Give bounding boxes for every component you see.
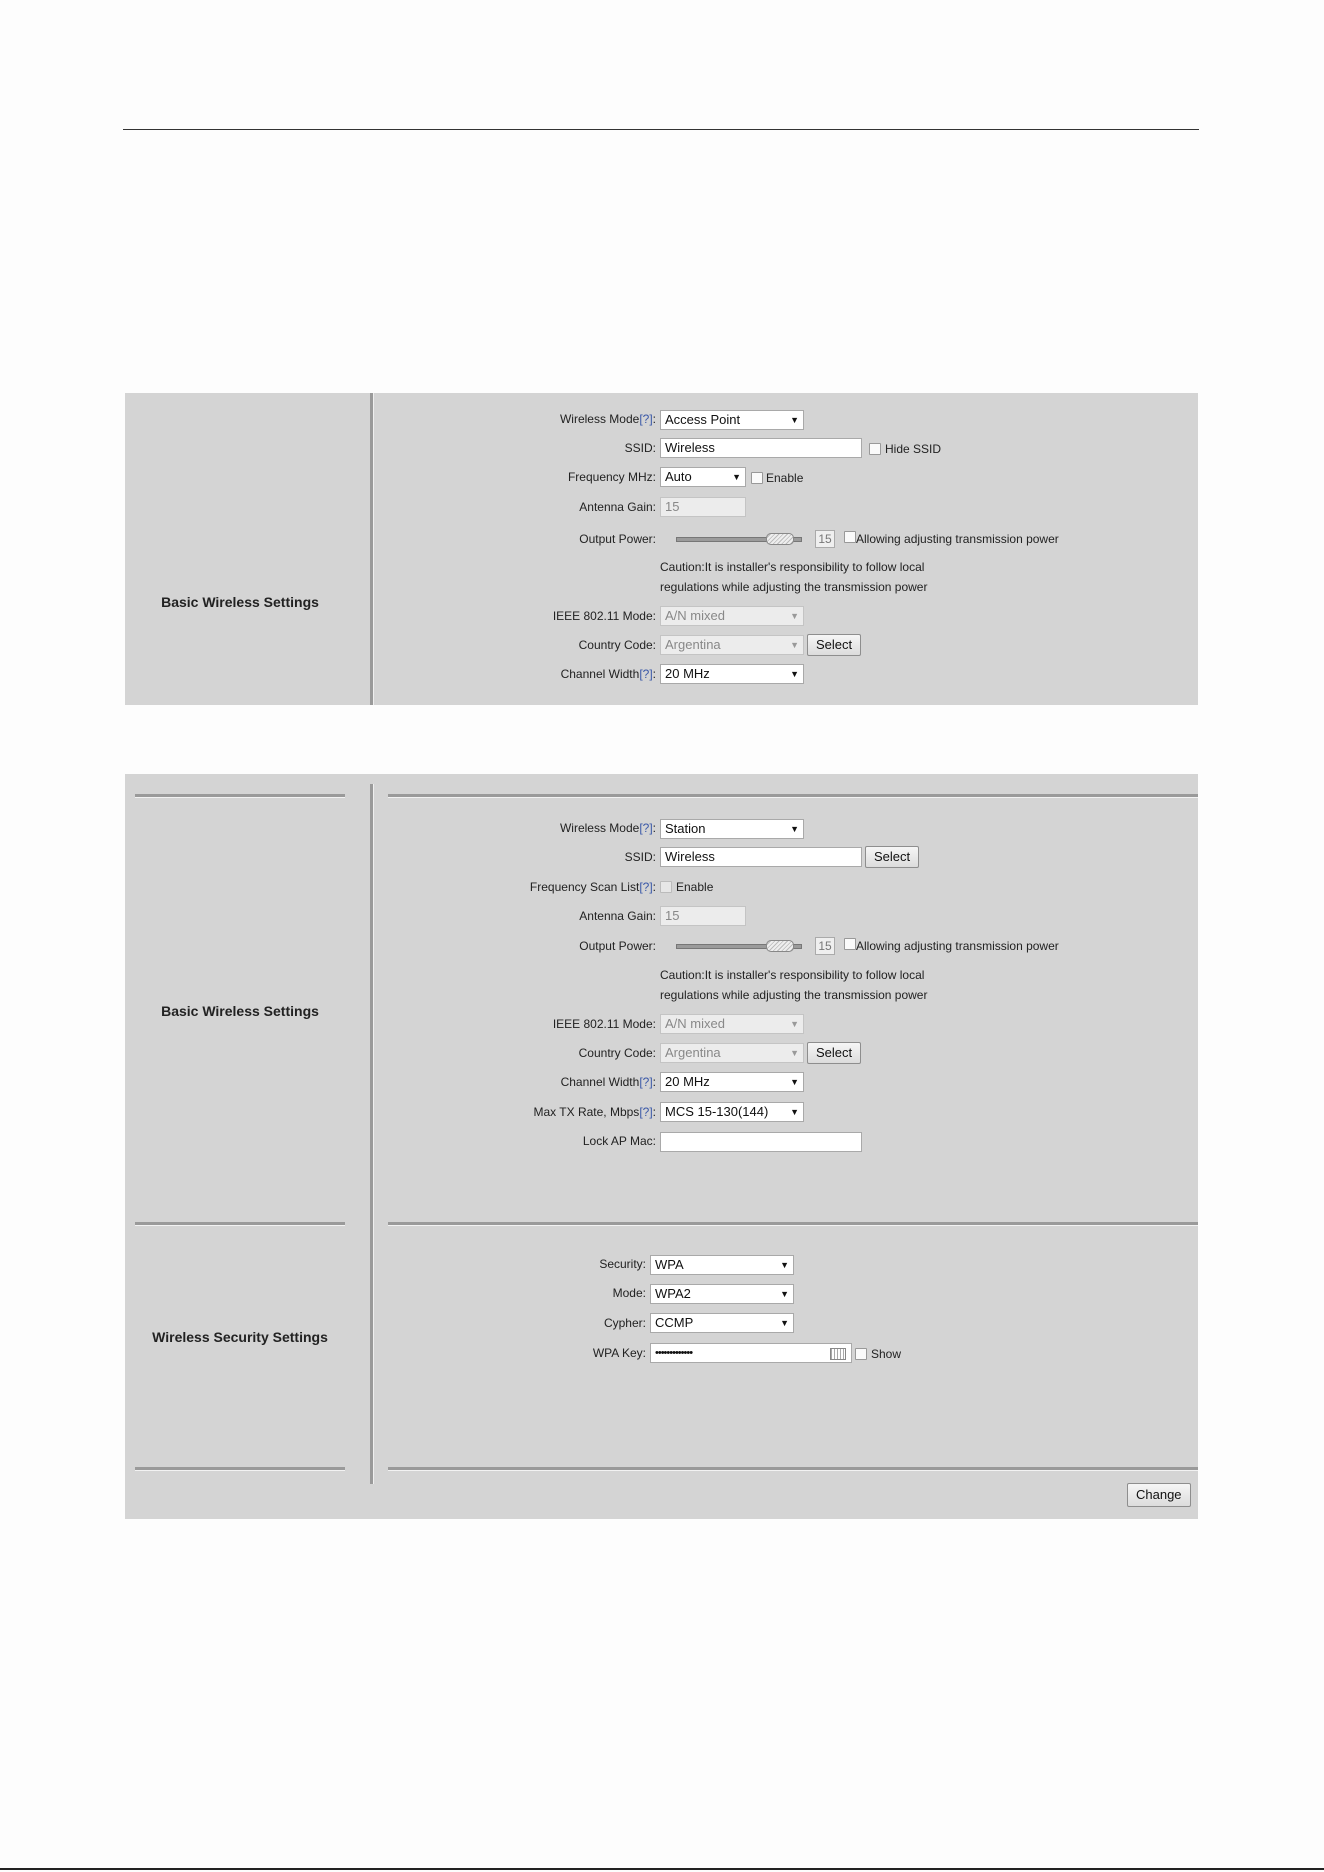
output-power-value: 15 bbox=[815, 937, 835, 955]
frequency-label: Frequency MHz: bbox=[567, 470, 656, 484]
cypher-label: Cypher: bbox=[603, 1316, 646, 1330]
dropdown-arrow-icon: ▼ bbox=[790, 1077, 799, 1087]
help-link[interactable]: [?] bbox=[639, 412, 653, 426]
country-select-button[interactable]: Select bbox=[807, 1042, 861, 1064]
ssid-select-button[interactable]: Select bbox=[865, 846, 919, 868]
dropdown-arrow-icon: ▼ bbox=[790, 824, 799, 834]
section-title: Basic Wireless Settings bbox=[161, 1003, 319, 1019]
left-rule bbox=[135, 1467, 345, 1471]
dropdown-arrow-icon: ▼ bbox=[780, 1289, 789, 1299]
ieee-mode-select: A/N mixed ▼ bbox=[660, 1014, 804, 1034]
frequency-select[interactable]: Auto ▼ bbox=[660, 467, 746, 487]
allow-adjust-checkbox[interactable] bbox=[844, 531, 856, 543]
country-code-label: Country Code: bbox=[578, 638, 656, 652]
ssid-input[interactable]: Wireless bbox=[660, 847, 862, 867]
ssid-label: SSID: bbox=[624, 850, 656, 864]
ieee-mode-select: A/N mixed ▼ bbox=[660, 606, 804, 626]
output-power-slider-handle[interactable] bbox=[766, 533, 794, 545]
channel-width-select[interactable]: 20 MHz ▼ bbox=[660, 1072, 804, 1092]
country-code-label: Country Code: bbox=[578, 1046, 656, 1060]
wireless-panel-station bbox=[125, 774, 1198, 1519]
antenna-gain-label: Antenna Gain: bbox=[579, 909, 656, 923]
section-title: Basic Wireless Settings bbox=[161, 594, 319, 610]
keyboard-icon[interactable] bbox=[830, 1348, 846, 1360]
channel-width-label: Channel Width[?]: bbox=[560, 1075, 656, 1089]
antenna-gain-input: 15 bbox=[660, 906, 746, 926]
dropdown-arrow-icon: ▼ bbox=[790, 611, 799, 621]
mode-label: Mode: bbox=[612, 1286, 646, 1300]
ieee-mode-label: IEEE 802.11 Mode: bbox=[552, 609, 656, 623]
help-link[interactable]: [?] bbox=[639, 880, 653, 894]
caution-text: Caution:It is installer's responsibility to follow local regulations while adjusting the transmission power bbox=[660, 968, 928, 1002]
frequency-scan-enable-checkbox[interactable] bbox=[660, 881, 672, 893]
dropdown-arrow-icon: ▼ bbox=[790, 1107, 799, 1117]
allow-adjust-label: Allowing adjusting transmission power bbox=[856, 939, 1059, 953]
right-rule bbox=[388, 794, 1198, 798]
help-link[interactable]: [?] bbox=[639, 1075, 653, 1089]
security-select[interactable]: WPA ▼ bbox=[650, 1255, 794, 1275]
frequency-scan-enable-label: Enable bbox=[676, 880, 714, 894]
section-title: Wireless Security Settings bbox=[152, 1329, 328, 1345]
left-rule bbox=[135, 1222, 345, 1226]
ieee-mode-label: IEEE 802.11 Mode: bbox=[552, 1017, 656, 1031]
country-code-select: Argentina ▼ bbox=[660, 635, 804, 655]
channel-width-label: Channel Width[?]: bbox=[560, 667, 656, 681]
country-select-button[interactable]: Select bbox=[807, 634, 861, 656]
dropdown-arrow-icon: ▼ bbox=[780, 1318, 789, 1328]
output-power-slider-handle[interactable] bbox=[766, 940, 794, 952]
top-rule bbox=[123, 129, 1199, 130]
dropdown-arrow-icon: ▼ bbox=[790, 1048, 799, 1058]
dropdown-arrow-icon: ▼ bbox=[780, 1260, 789, 1270]
bottom-rule bbox=[0, 1868, 1324, 1870]
basic-wireless-panel-ap bbox=[125, 393, 1198, 705]
dropdown-arrow-icon: ▼ bbox=[790, 1019, 799, 1029]
show-key-checkbox[interactable] bbox=[855, 1348, 867, 1360]
output-power-value: 15 bbox=[815, 530, 835, 548]
help-link[interactable]: [?] bbox=[639, 1105, 653, 1119]
caution-text: Caution:It is installer's responsibility to follow local regulations while adjusting the transmission power bbox=[660, 560, 928, 594]
antenna-gain-label: Antenna Gain: bbox=[579, 500, 656, 514]
cypher-select[interactable]: CCMP ▼ bbox=[650, 1313, 794, 1333]
country-code-select: Argentina ▼ bbox=[660, 1043, 804, 1063]
wireless-mode-label: Wireless Mode[?]: bbox=[559, 821, 656, 835]
help-link[interactable]: [?] bbox=[639, 821, 653, 835]
wpa-key-input[interactable]: ••••••••••••• bbox=[650, 1343, 852, 1363]
mode-select[interactable]: WPA2 ▼ bbox=[650, 1284, 794, 1304]
allow-adjust-label: Allowing adjusting transmission power bbox=[856, 532, 1059, 546]
dropdown-arrow-icon: ▼ bbox=[790, 669, 799, 679]
max-tx-rate-select[interactable]: MCS 15-130(144) ▼ bbox=[660, 1102, 804, 1122]
ssid-label: SSID: bbox=[624, 441, 656, 455]
right-rule bbox=[388, 1467, 1198, 1471]
frequency-enable-checkbox[interactable] bbox=[751, 472, 763, 484]
change-button[interactable]: Change bbox=[1127, 1483, 1191, 1507]
frequency-enable-label: Enable bbox=[766, 471, 804, 485]
channel-width-select[interactable]: 20 MHz ▼ bbox=[660, 664, 804, 684]
help-link[interactable]: [?] bbox=[639, 667, 653, 681]
dropdown-arrow-icon: ▼ bbox=[732, 472, 741, 482]
hide-ssid-checkbox[interactable] bbox=[869, 443, 881, 455]
output-power-label: Output Power: bbox=[579, 532, 656, 546]
wpa-key-label: WPA Key: bbox=[592, 1346, 646, 1360]
wireless-mode-label: Wireless Mode[?]: bbox=[559, 412, 656, 426]
ssid-input[interactable]: Wireless bbox=[660, 438, 862, 458]
frequency-scan-label: Frequency Scan List[?]: bbox=[529, 880, 656, 894]
left-rule bbox=[135, 794, 345, 798]
dropdown-arrow-icon: ▼ bbox=[790, 415, 799, 425]
dropdown-arrow-icon: ▼ bbox=[790, 640, 799, 650]
allow-adjust-checkbox[interactable] bbox=[844, 938, 856, 950]
wireless-mode-select[interactable]: Access Point ▼ bbox=[660, 410, 804, 430]
wireless-mode-select[interactable]: Station ▼ bbox=[660, 819, 804, 839]
output-power-label: Output Power: bbox=[579, 939, 656, 953]
right-rule bbox=[388, 1222, 1198, 1226]
security-label: Security: bbox=[599, 1257, 646, 1271]
lock-ap-mac-label: Lock AP Mac: bbox=[582, 1134, 656, 1148]
vertical-separator bbox=[370, 393, 374, 705]
antenna-gain-input: 15 bbox=[660, 497, 746, 517]
show-key-label: Show bbox=[871, 1347, 902, 1361]
hide-ssid-label: Hide SSID bbox=[885, 442, 942, 456]
max-tx-rate-label: Max TX Rate, Mbps[?]: bbox=[533, 1105, 656, 1119]
lock-ap-mac-input[interactable] bbox=[660, 1132, 862, 1152]
vertical-separator bbox=[370, 784, 374, 1484]
